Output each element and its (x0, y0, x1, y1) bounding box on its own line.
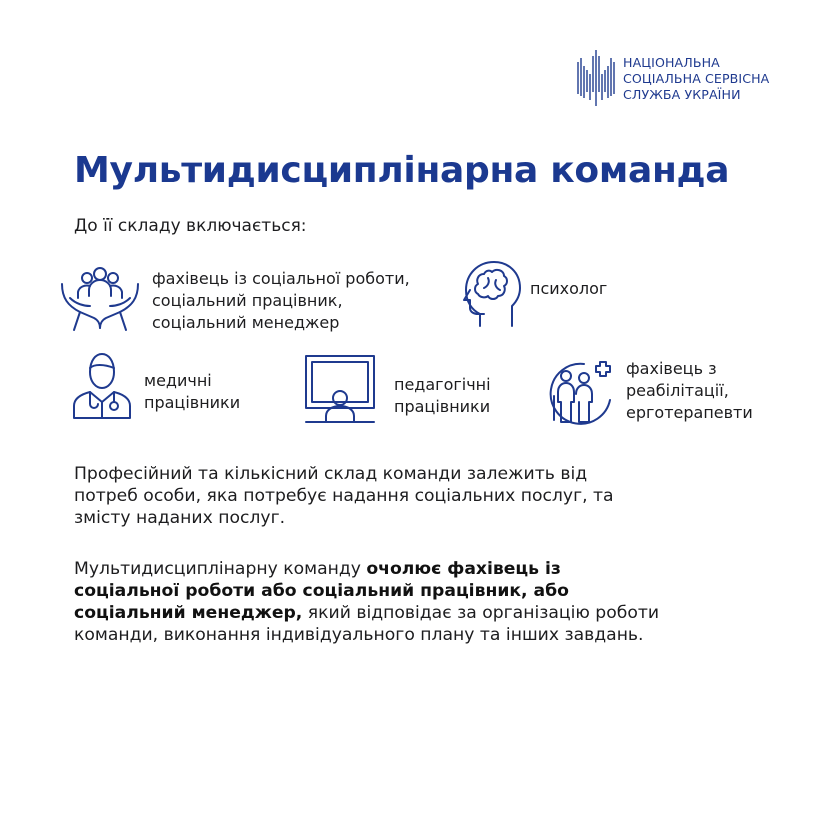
plain-text: Мультидисциплінарну команду (74, 559, 367, 579)
role-line: реабілітації, (626, 381, 729, 400)
rehabilitation-icon (540, 358, 614, 426)
brain-head-icon (460, 256, 522, 328)
intro-text: До її складу включається: (74, 216, 307, 236)
role-psychologist (530, 278, 607, 300)
trident-emblem-icon (575, 48, 619, 110)
role-line: ерготерапевти (626, 403, 753, 422)
brand-logo (575, 48, 805, 110)
paragraph-line: команди, виконання індивідуального плану та інших завдань. (74, 625, 644, 645)
role-line: соціальний менеджер (152, 313, 340, 332)
composition-paragraph (74, 463, 774, 529)
paragraph-line (74, 602, 774, 624)
role-line: працівники (144, 393, 241, 412)
bold-text: очолює фахівець із (366, 559, 561, 579)
leadership-paragraph (74, 558, 774, 646)
bold-text: соціальної роботи або соціальний працівник, або (74, 581, 569, 601)
role-line: педагогічні (394, 375, 491, 394)
paragraph-line: потреб особи, яка потребує надання соціальних послуг, та (74, 486, 614, 506)
role-social-worker (152, 268, 410, 334)
page-title: Мультидисциплінарна команда (74, 150, 730, 191)
bold-text: соціальний менеджер, (74, 603, 303, 623)
role-medical (144, 370, 240, 414)
doctor-icon (72, 352, 132, 420)
role-line: психолог (530, 279, 608, 298)
role-line: медичні (144, 371, 212, 390)
paragraph-line (74, 580, 774, 602)
brand-line-1: НАЦІОНАЛЬНА (623, 55, 720, 70)
teacher-board-icon (304, 354, 376, 424)
plain-text: який відповідає за організацію роботи (302, 603, 660, 623)
role-line: соціальний працівник, (152, 291, 343, 310)
role-rehabilitation (626, 358, 753, 424)
social-group-hands-icon (58, 262, 142, 334)
role-line: працівники (394, 397, 491, 416)
brand-line-2: СОЦІАЛЬНА СЕРВІСНА (623, 71, 770, 86)
role-line: фахівець із соціальної роботи, (152, 269, 410, 288)
brand-line-3: СЛУЖБА УКРАЇНИ (623, 87, 741, 102)
role-line: фахівець з (626, 359, 717, 378)
paragraph-line: Професійний та кількісний склад команди залежить від (74, 464, 588, 484)
role-pedagogical (394, 374, 491, 418)
brand-name (623, 55, 769, 103)
paragraph-line: змісту наданих послуг. (74, 508, 286, 528)
paragraph-line (74, 558, 774, 580)
